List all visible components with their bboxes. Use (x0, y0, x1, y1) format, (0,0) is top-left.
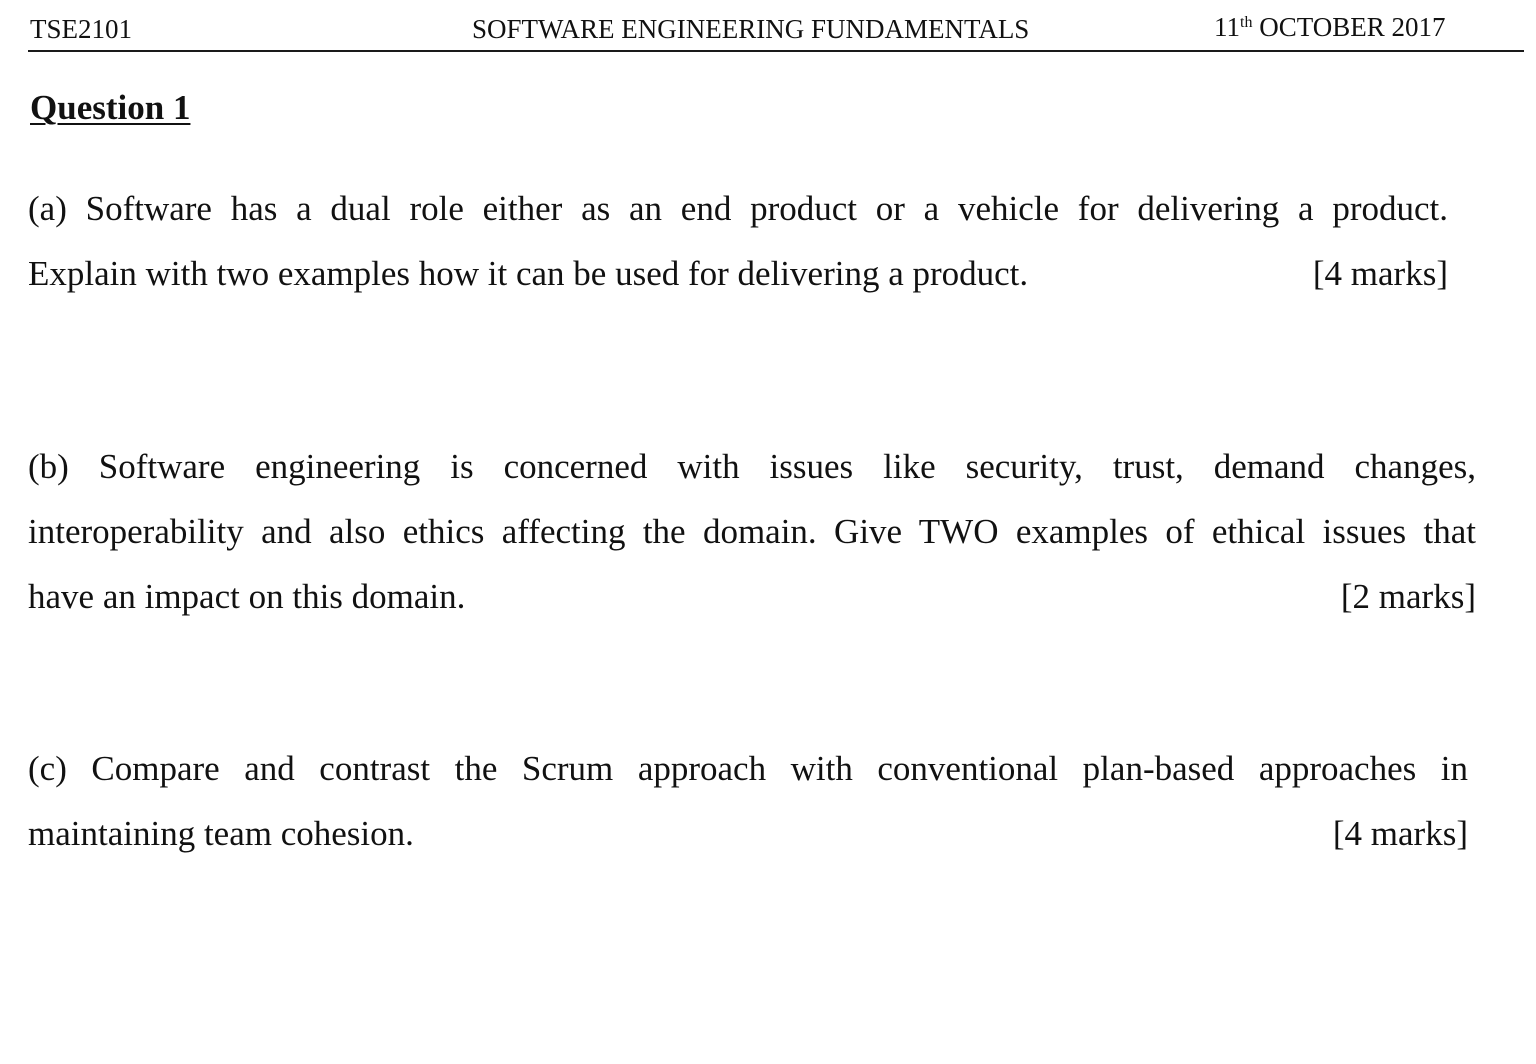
page-header (0, 0, 1536, 56)
date-day: 11 (1214, 12, 1240, 42)
part-text-line: Explain with two examples how it can be used for delivering a product. (28, 254, 1029, 293)
part-text-line: interoperability and also ethics affecting the domain. Give TWO examples of ethical issues that (28, 512, 1476, 551)
question-title: Question 1 (30, 88, 191, 127)
marks-label: [2 marks] (1340, 577, 1476, 616)
header-divider (28, 50, 1524, 52)
part-text-line: (c) Compare and contrast the Scrum approach with conventional plan-based approaches in (28, 749, 1468, 788)
part-text-line: (a) Software has a dual role either as an end product or a vehicle for delivering a product. (28, 189, 1448, 228)
date-suffix: th (1240, 14, 1253, 31)
marks-label: [4 marks] (1312, 254, 1448, 293)
exam-date (1214, 12, 1445, 43)
part-last-line (28, 801, 1468, 866)
marks-label: [4 marks] (1332, 814, 1468, 853)
course-title: SOFTWARE ENGINEERING FUNDAMENTALS (472, 14, 1030, 44)
part-text-line: maintaining team cohesion. (28, 814, 414, 853)
part-last-line (28, 241, 1448, 306)
question-part-c (28, 736, 1468, 866)
date-rest: OCTOBER 2017 (1259, 12, 1446, 42)
question-part-b (28, 434, 1476, 629)
question-part-a (28, 176, 1448, 306)
part-text-line: have an impact on this domain. (28, 577, 466, 616)
part-last-line (28, 564, 1476, 629)
part-text-line: (b) Software engineering is concerned with issues like security, trust, demand changes, (28, 447, 1476, 486)
course-code: TSE2101 (30, 14, 133, 44)
